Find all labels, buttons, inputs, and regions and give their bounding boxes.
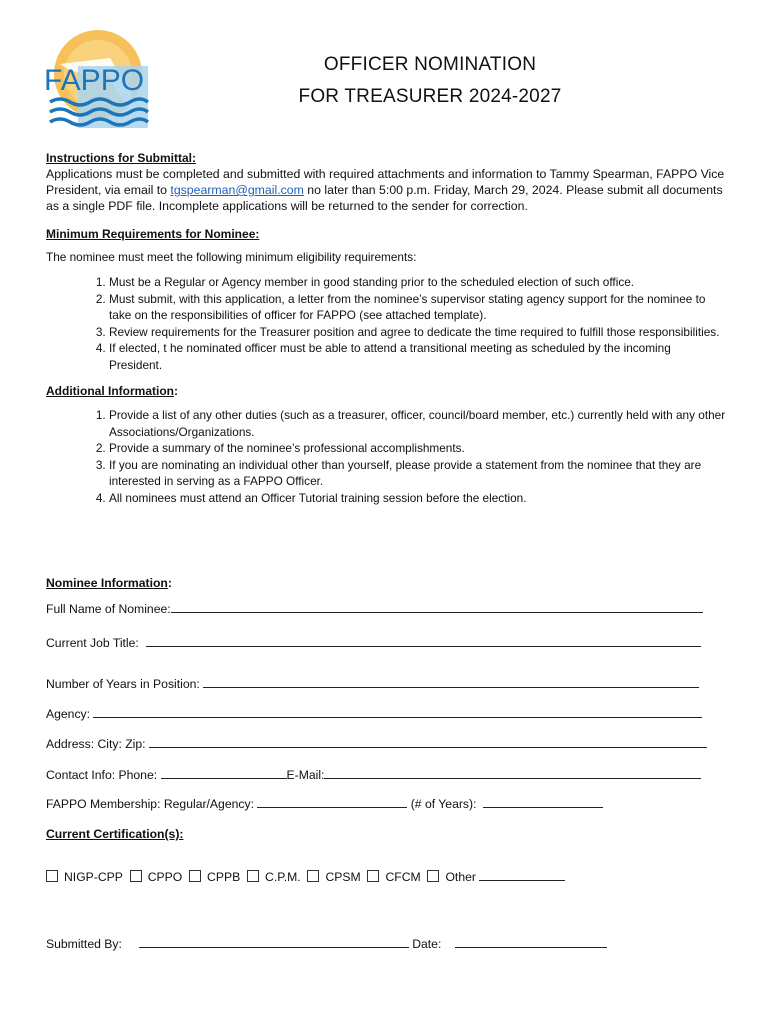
checkbox-cpsm[interactable]	[307, 870, 319, 882]
checkbox-cppb[interactable]	[189, 870, 201, 882]
list-item: 1. Provide a list of any other duties (such as a treasurer, officer, council/board member, etc.) currently held with any other Associations/Organizations.	[109, 407, 726, 440]
title-line-2: FOR TREASURER 2024-2027	[298, 86, 562, 107]
certification-options: NIGP-CPP CPPO CPPB C.P.M. CPSM CFCM Other	[46, 868, 565, 884]
checkbox-cfcm[interactable]	[367, 870, 379, 882]
additional-list	[46, 407, 726, 506]
list-item: 4. All nominees must attend an Officer Tutorial training session before the election.	[109, 490, 726, 507]
membership-field: FAPPO Membership: Regular/Agency: (# of Years):	[46, 795, 603, 811]
date-input[interactable]	[455, 935, 607, 948]
list-item: 4. If elected, t he nominated officer must be able to attend a transitional meeting as scheduled by the incoming President.	[109, 340, 726, 373]
address-input[interactable]	[149, 735, 707, 748]
membership-input[interactable]	[257, 795, 407, 808]
requirements-intro: The nominee must meet the following minimum eligibility requirements:	[46, 250, 417, 264]
years-position-field: Number of Years in Position:	[46, 675, 699, 691]
requirements-heading: Minimum Requirements for Nominee:	[46, 227, 260, 241]
list-item: 3. Review requirements for the Treasurer position and agree to dedicate the time required to fulfill those responsibilities.	[109, 324, 726, 341]
membership-years-input[interactable]	[483, 795, 603, 808]
svg-text:FAPPO: FAPPO	[44, 64, 145, 97]
list-item: 1. Must be a Regular or Agency member in good standing prior to the scheduled election of such office.	[109, 274, 726, 291]
checkbox-other[interactable]	[427, 870, 439, 882]
list-item: 3. If you are nominating an individual other than yourself, please provide a statement from the nominee that they are interested in serving as a FAPPO Officer.	[109, 457, 726, 490]
fappo-logo	[40, 24, 150, 134]
list-item: 2. Must submit, with this application, a letter from the nominee’s supervisor stating agency support for the nominee to take on the responsibilities of officer for FAPPO (see attached template).	[109, 291, 726, 324]
other-input[interactable]	[479, 868, 565, 881]
job-title-field: Current Job Title:	[46, 634, 701, 650]
address-field: Address: City: Zip:	[46, 735, 707, 751]
full-name-input[interactable]	[171, 600, 703, 613]
agency-field: Agency:	[46, 705, 702, 721]
email-link[interactable]: tgspearman@gmail.com	[170, 183, 304, 197]
email-input[interactable]	[324, 766, 701, 779]
job-title-input[interactable]	[146, 634, 701, 647]
contact-field: Contact Info: Phone: E-Mail:	[46, 766, 701, 782]
submitted-by-input[interactable]	[139, 935, 409, 948]
checkbox-cpm[interactable]	[247, 870, 259, 882]
list-item: 2. Provide a summary of the nominee’s professional accomplishments.	[109, 440, 726, 457]
phone-input[interactable]	[161, 766, 287, 779]
submitted-field: Submitted By: Date:	[46, 935, 607, 951]
requirements-list	[46, 274, 726, 373]
years-position-input[interactable]	[203, 675, 699, 688]
full-name-field: Full Name of Nominee:	[46, 600, 703, 616]
checkbox-cppo[interactable]	[130, 870, 142, 882]
instructions-text: Applications must be completed and submitted with required attachments and information to Tammy Spearman, FAPPO Vice President, via email to tgspearman@gmail.com no later than 5:00 p.m. Friday, March 29, 2024. Please submit all documents as a single PDF file. Incomplete applications will be returned to the sender for correction.	[46, 167, 725, 213]
certification-heading: Current Certification(s):	[46, 827, 184, 841]
checkbox-nigp-cpp[interactable]	[46, 870, 58, 882]
form-body	[46, 150, 726, 506]
nominee-heading: Nominee Information:	[46, 576, 172, 590]
title-line-1: OFFICER NOMINATION	[323, 54, 537, 75]
agency-input[interactable]	[93, 705, 702, 718]
instructions-heading: Instructions for Submittal:	[46, 151, 196, 165]
additional-heading: Additional Information:	[46, 384, 178, 398]
